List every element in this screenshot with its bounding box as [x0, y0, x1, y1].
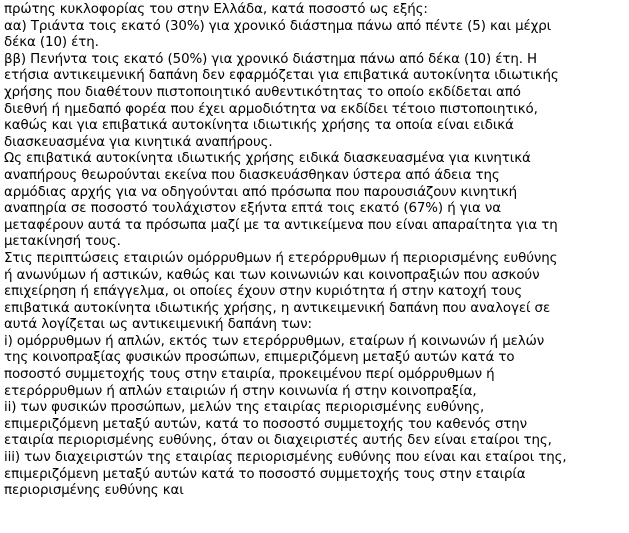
text-line: διεθνή ή ημεδαπό φορέα που έχει αρμοδιότητα να εκδίδει τέτοιο πιστοποιητικό, [4, 101, 538, 117]
text-line: καθώς και για επιβατικά αυτοκίνητα ιδιωτικής χρήσης τα οποία είναι ειδικά [4, 118, 514, 134]
text-line: επιχείρηση ή επάγγελμα, οι οποίες έχουν στην κυριότητα ή στην κατοχή τους [4, 284, 523, 300]
text-line: ή ανωνύμων ή αστικών, καθώς και των κοινωνιών και κοινοπραξιών που ασκούν [4, 267, 540, 283]
text-line: ετερόρρυθμων ή απλών εταιριών ή στην κοινωνία ή στην κοινοπραξία, [4, 383, 477, 399]
text-line: αναπήρους θεωρούνται εκείνα που διασκευάσθηκαν ύστερα από άδεια της [4, 167, 500, 183]
text-line: Στις περιπτώσεις εταιριών ομόρρυθμων ή ετερόρρυθμων ή περιορισμένης ευθύνης [4, 250, 558, 266]
text-line: δέκα (10) έτη. [4, 35, 99, 51]
text-line: αα) Τριάντα τοις εκατό (30%) για χρονικό διάστημα πάνω από πέντε (5) και μέχρι [4, 18, 552, 34]
text-line: αυτά λογίζεται ως αντικειμενική δαπάνη των: [4, 317, 312, 333]
text-line: επιμεριζόμενη μεταξύ αυτών κατά το ποσοστό συμμετοχής τους στην εταιρία [4, 466, 526, 482]
text-line: περιορισμένης ευθύνης και [4, 483, 184, 499]
text-line: μετακίνησή τους. [4, 234, 121, 250]
text-line: αναπηρία σε ποσοστό τουλάχιστον εξήντα επτά τοις εκατό (67%) ή για να [4, 201, 501, 217]
text-line: πρώτης κυκλοφορίας του στην Ελλάδα, κατά ποσοστό ως εξής: [4, 2, 428, 17]
text-line: ii) των φυσικών προσώπων, μελών της εταιρίας περιορισμένης ευθύνης, [4, 400, 485, 416]
text-line: i) ομόρρυθμων ή απλών, εκτός των ετερόρρυθμων, εταίρων ή κοινωνών ή μελών [4, 333, 545, 349]
text-line: επιμεριζόμενη μεταξύ αυτών, κατά το ποσοστό συμμετοχής του καθενός στην [4, 416, 528, 432]
text-line: διασκευασμένα για κινητικά αναπήρους. [4, 134, 273, 150]
text-line: ποσοστό συμμετοχής τους στην εταιρία, προκειμένου περί ομόρρυθμων ή [4, 367, 495, 383]
text-line: επιβατικά αυτοκίνητα ιδιωτικής χρήσης, η αντικειμενική δαπάνη που αναλογεί σε [4, 300, 551, 316]
document-body [4, 2, 624, 500]
text-line: αρμόδιας αρχής για να οδηγούνται από πρόσωπα που παρουσιάζουν κινητική [4, 184, 518, 200]
text-line: ετήσια αντικειμενική δαπάνη δεν εφαρμόζεται για επιβατικά αυτοκίνητα ιδιωτικής [4, 68, 559, 84]
text-line: της κοινοπραξίας φυσικών προσώπων, επιμεριζόμενη μεταξύ αυτών κατά το [4, 350, 515, 366]
text-line: εταιρία περιορισμένης ευθύνης, όταν οι διαχειριστές αυτής δεν είναι εταίροι της, [4, 433, 552, 449]
text-line: Ως επιβατικά αυτοκίνητα ιδιωτικής χρήσης ειδικά διασκευασμένα για κινητικά [4, 151, 531, 167]
text-line: μεταφέρουν αυτά τα πρόσωπα μαζί με τα αντικείμενα που είναι απαραίτητα για τη [4, 217, 558, 233]
text-line: ββ) Πενήντα τοις εκατό (50%) για χρονικό διάστημα πάνω από δέκα (10) έτη. Η [4, 51, 538, 67]
text-line: χρήσης που διαθέτουν πιστοποιητικό αυθεντικότητας το οποίο εκδίδεται από [4, 84, 521, 100]
text-line: iii) των διαχειριστών της εταιρίας περιορισμένης ευθύνης που είναι και εταίροι της, [4, 450, 567, 466]
